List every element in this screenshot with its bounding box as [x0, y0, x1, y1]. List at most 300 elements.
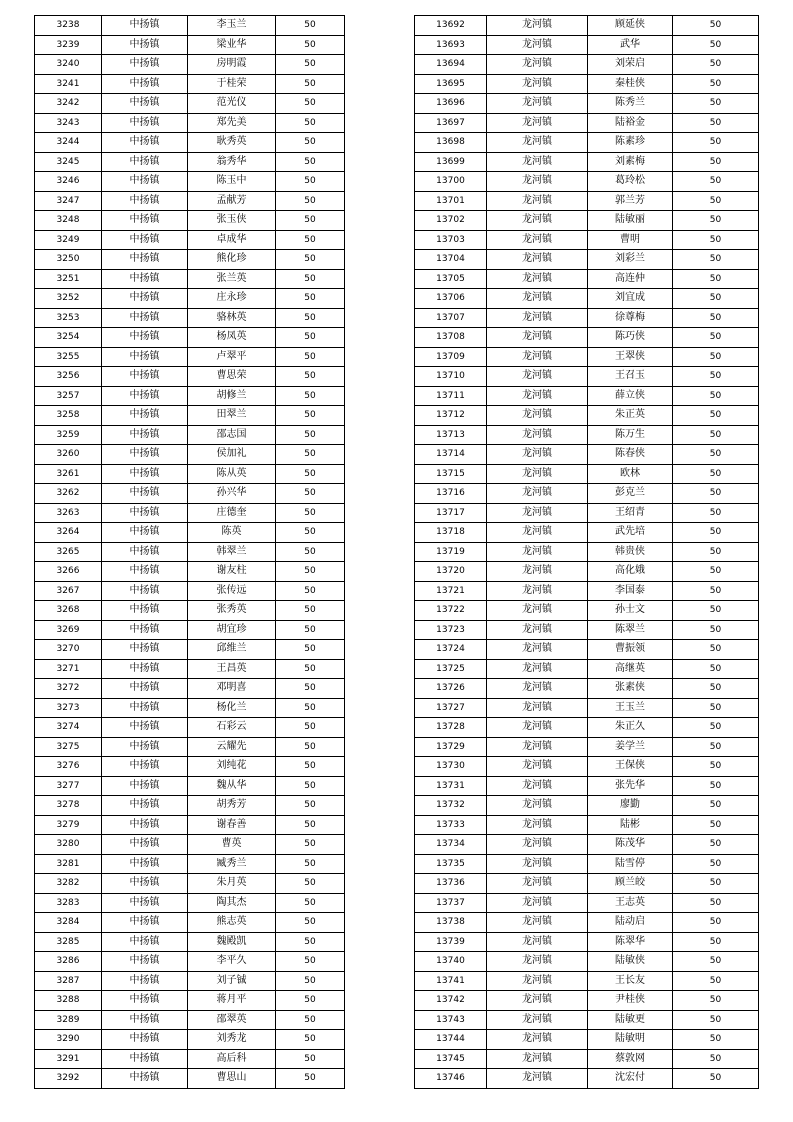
table-row [35, 289, 345, 309]
table-row [35, 952, 345, 972]
name-cell: 王长友 [588, 971, 673, 991]
amount-cell: 50 [673, 523, 759, 543]
table-row [35, 796, 345, 816]
table-row [35, 367, 345, 387]
name-cell: 杨化兰 [188, 698, 276, 718]
name-cell: 陈素珍 [588, 133, 673, 153]
name-cell: 陈从英 [188, 464, 276, 484]
amount-cell: 50 [673, 679, 759, 699]
town-cell: 中扬镇 [102, 542, 188, 562]
town-cell: 龙河镇 [487, 113, 588, 133]
name-cell: 陈秀兰 [588, 94, 673, 114]
town-cell: 龙河镇 [487, 386, 588, 406]
name-cell: 耿秀英 [188, 133, 276, 153]
table-row [35, 1030, 345, 1050]
serial-number-cell: 13732 [415, 796, 487, 816]
town-cell: 龙河镇 [487, 230, 588, 250]
serial-number-cell: 13745 [415, 1049, 487, 1069]
amount-cell: 50 [673, 971, 759, 991]
amount-cell: 50 [276, 1049, 345, 1069]
table-row [35, 191, 345, 211]
town-cell: 龙河镇 [487, 289, 588, 309]
name-cell: 顾延侠 [588, 16, 673, 36]
name-cell: 陆敏侠 [588, 952, 673, 972]
serial-number-cell: 13697 [415, 113, 487, 133]
table-row [35, 562, 345, 582]
name-cell: 邵翠英 [188, 1010, 276, 1030]
town-cell: 中扬镇 [102, 367, 188, 387]
serial-number-cell: 13733 [415, 815, 487, 835]
town-cell: 中扬镇 [102, 230, 188, 250]
name-cell: 尹桂侠 [588, 991, 673, 1011]
serial-number-cell: 3249 [35, 230, 102, 250]
town-cell: 中扬镇 [102, 932, 188, 952]
name-cell: 臧秀兰 [188, 854, 276, 874]
name-cell: 刘宜成 [588, 289, 673, 309]
town-cell: 中扬镇 [102, 952, 188, 972]
amount-cell: 50 [673, 893, 759, 913]
name-cell: 邱维兰 [188, 640, 276, 660]
town-cell: 龙河镇 [487, 1010, 588, 1030]
table-row [35, 269, 345, 289]
name-cell: 胡宜珍 [188, 620, 276, 640]
table-row [35, 445, 345, 465]
amount-cell: 50 [673, 835, 759, 855]
name-cell: 于桂荣 [188, 74, 276, 94]
table-row [35, 776, 345, 796]
name-cell: 蒋月平 [188, 991, 276, 1011]
town-cell: 中扬镇 [102, 874, 188, 894]
town-cell: 中扬镇 [102, 737, 188, 757]
amount-cell: 50 [276, 562, 345, 582]
amount-cell: 50 [673, 484, 759, 504]
town-cell: 中扬镇 [102, 698, 188, 718]
serial-number-cell: 13702 [415, 211, 487, 231]
table-row [415, 191, 759, 211]
serial-number-cell: 3252 [35, 289, 102, 309]
town-cell: 中扬镇 [102, 250, 188, 270]
amount-cell: 50 [276, 445, 345, 465]
serial-number-cell: 13709 [415, 347, 487, 367]
serial-number-cell: 3258 [35, 406, 102, 426]
amount-cell: 50 [276, 406, 345, 426]
serial-number-cell: 3241 [35, 74, 102, 94]
name-cell: 王保侠 [588, 757, 673, 777]
town-cell: 龙河镇 [487, 445, 588, 465]
name-cell: 魏从华 [188, 776, 276, 796]
serial-number-cell: 13744 [415, 1030, 487, 1050]
serial-number-cell: 3269 [35, 620, 102, 640]
town-cell: 中扬镇 [102, 152, 188, 172]
town-cell: 龙河镇 [487, 1049, 588, 1069]
amount-cell: 50 [673, 1010, 759, 1030]
town-cell: 中扬镇 [102, 425, 188, 445]
amount-cell: 50 [276, 698, 345, 718]
name-cell: 郭兰芳 [588, 191, 673, 211]
table-row [415, 484, 759, 504]
table-row [415, 464, 759, 484]
amount-cell: 50 [276, 757, 345, 777]
table-row [35, 913, 345, 933]
serial-number-cell: 3247 [35, 191, 102, 211]
amount-cell: 50 [673, 1030, 759, 1050]
table-row [35, 523, 345, 543]
town-cell: 龙河镇 [487, 425, 588, 445]
serial-number-cell: 13734 [415, 835, 487, 855]
amount-cell: 50 [673, 562, 759, 582]
name-cell: 廖勤 [588, 796, 673, 816]
town-cell: 龙河镇 [487, 835, 588, 855]
table-row [35, 484, 345, 504]
amount-cell: 50 [673, 601, 759, 621]
amount-cell: 50 [276, 94, 345, 114]
town-cell: 中扬镇 [102, 718, 188, 738]
town-cell: 龙河镇 [487, 250, 588, 270]
amount-cell: 50 [673, 698, 759, 718]
name-cell: 陈茂华 [588, 835, 673, 855]
amount-cell: 50 [276, 659, 345, 679]
serial-number-cell: 13729 [415, 737, 487, 757]
name-cell: 王昌英 [188, 659, 276, 679]
table-row [35, 581, 345, 601]
serial-number-cell: 3277 [35, 776, 102, 796]
name-cell: 孙兴华 [188, 484, 276, 504]
serial-number-cell: 3259 [35, 425, 102, 445]
name-cell: 孙士文 [588, 601, 673, 621]
name-cell: 庄德奎 [188, 503, 276, 523]
serial-number-cell: 13730 [415, 757, 487, 777]
serial-number-cell: 3284 [35, 913, 102, 933]
name-cell: 魏殿凯 [188, 932, 276, 952]
name-cell: 韩翠兰 [188, 542, 276, 562]
name-cell: 曹振领 [588, 640, 673, 660]
amount-cell: 50 [276, 932, 345, 952]
serial-number-cell: 3290 [35, 1030, 102, 1050]
amount-cell: 50 [673, 757, 759, 777]
table-row [35, 620, 345, 640]
name-cell: 骆林英 [188, 308, 276, 328]
table-row [35, 16, 345, 36]
town-cell: 中扬镇 [102, 16, 188, 36]
table-row [35, 1010, 345, 1030]
name-cell: 胡修兰 [188, 386, 276, 406]
table-row [35, 133, 345, 153]
serial-number-cell: 3256 [35, 367, 102, 387]
town-cell: 中扬镇 [102, 328, 188, 348]
amount-cell: 50 [276, 542, 345, 562]
name-cell: 曹思山 [188, 1069, 276, 1089]
serial-number-cell: 13719 [415, 542, 487, 562]
name-cell: 高继英 [588, 659, 673, 679]
town-cell: 龙河镇 [487, 854, 588, 874]
town-cell: 龙河镇 [487, 659, 588, 679]
amount-cell: 50 [673, 913, 759, 933]
amount-cell: 50 [673, 172, 759, 192]
name-cell: 陆彬 [588, 815, 673, 835]
serial-number-cell: 3281 [35, 854, 102, 874]
amount-cell: 50 [673, 796, 759, 816]
name-cell: 侯加礼 [188, 445, 276, 465]
name-cell: 朱月英 [188, 874, 276, 894]
name-cell: 曹思荣 [188, 367, 276, 387]
town-cell: 中扬镇 [102, 815, 188, 835]
town-cell: 龙河镇 [487, 55, 588, 75]
table-row [415, 16, 759, 36]
serial-number-cell: 13710 [415, 367, 487, 387]
serial-number-cell: 13740 [415, 952, 487, 972]
table-row [415, 932, 759, 952]
town-cell: 中扬镇 [102, 484, 188, 504]
town-cell: 龙河镇 [487, 542, 588, 562]
town-cell: 龙河镇 [487, 406, 588, 426]
name-cell: 朱正英 [588, 406, 673, 426]
serial-number-cell: 13713 [415, 425, 487, 445]
amount-cell: 50 [276, 893, 345, 913]
serial-number-cell: 13705 [415, 269, 487, 289]
serial-number-cell: 13695 [415, 74, 487, 94]
town-cell: 中扬镇 [102, 1049, 188, 1069]
serial-number-cell: 13739 [415, 932, 487, 952]
table-row [415, 854, 759, 874]
table-row [415, 971, 759, 991]
name-cell: 云耀先 [188, 737, 276, 757]
town-cell: 龙河镇 [487, 776, 588, 796]
table-row [35, 737, 345, 757]
serial-number-cell: 13726 [415, 679, 487, 699]
town-cell: 龙河镇 [487, 874, 588, 894]
name-cell: 陆裕金 [588, 113, 673, 133]
serial-number-cell: 3254 [35, 328, 102, 348]
table-row [35, 211, 345, 231]
town-cell: 中扬镇 [102, 523, 188, 543]
table-row [415, 620, 759, 640]
amount-cell: 50 [276, 113, 345, 133]
name-cell: 范光仪 [188, 94, 276, 114]
name-cell: 陆动启 [588, 913, 673, 933]
name-cell: 卢翠平 [188, 347, 276, 367]
table-row [415, 542, 759, 562]
amount-cell: 50 [673, 230, 759, 250]
town-cell: 龙河镇 [487, 152, 588, 172]
serial-number-cell: 3253 [35, 308, 102, 328]
table-row [35, 835, 345, 855]
town-cell: 龙河镇 [487, 347, 588, 367]
serial-number-cell: 3273 [35, 698, 102, 718]
serial-number-cell: 13722 [415, 601, 487, 621]
amount-cell: 50 [276, 718, 345, 738]
name-cell: 王绍青 [588, 503, 673, 523]
serial-number-cell: 3260 [35, 445, 102, 465]
town-cell: 中扬镇 [102, 464, 188, 484]
name-cell: 刘荣启 [588, 55, 673, 75]
serial-number-cell: 3265 [35, 542, 102, 562]
town-cell: 龙河镇 [487, 191, 588, 211]
serial-number-cell: 13699 [415, 152, 487, 172]
town-cell: 龙河镇 [487, 211, 588, 231]
table-row [35, 1049, 345, 1069]
table-row [415, 1010, 759, 1030]
town-cell: 龙河镇 [487, 35, 588, 55]
name-cell: 王志英 [588, 893, 673, 913]
name-cell: 李玉兰 [188, 16, 276, 36]
serial-number-cell: 3282 [35, 874, 102, 894]
town-cell: 中扬镇 [102, 562, 188, 582]
serial-number-cell: 3266 [35, 562, 102, 582]
table-row [415, 94, 759, 114]
town-cell: 中扬镇 [102, 347, 188, 367]
town-cell: 龙河镇 [487, 16, 588, 36]
town-cell: 龙河镇 [487, 464, 588, 484]
amount-cell: 50 [276, 464, 345, 484]
serial-number-cell: 3289 [35, 1010, 102, 1030]
table-row [35, 464, 345, 484]
serial-number-cell: 13712 [415, 406, 487, 426]
name-cell: 陆敏更 [588, 1010, 673, 1030]
amount-cell: 50 [673, 620, 759, 640]
town-cell: 中扬镇 [102, 269, 188, 289]
serial-number-cell: 3240 [35, 55, 102, 75]
table-row [35, 406, 345, 426]
amount-cell: 50 [276, 1010, 345, 1030]
name-cell: 田翠兰 [188, 406, 276, 426]
town-cell: 龙河镇 [487, 367, 588, 387]
table-row [35, 718, 345, 738]
table-row [415, 737, 759, 757]
serial-number-cell: 13717 [415, 503, 487, 523]
serial-number-cell: 3245 [35, 152, 102, 172]
name-cell: 李国泰 [588, 581, 673, 601]
amount-cell: 50 [673, 152, 759, 172]
table-row [415, 991, 759, 1011]
name-cell: 武先培 [588, 523, 673, 543]
name-cell: 房明霞 [188, 55, 276, 75]
serial-number-cell: 3270 [35, 640, 102, 660]
serial-number-cell: 3267 [35, 581, 102, 601]
serial-number-cell: 3243 [35, 113, 102, 133]
town-cell: 龙河镇 [487, 971, 588, 991]
town-cell: 中扬镇 [102, 640, 188, 660]
name-cell: 秦桂侠 [588, 74, 673, 94]
town-cell: 中扬镇 [102, 1010, 188, 1030]
town-cell: 中扬镇 [102, 94, 188, 114]
town-cell: 龙河镇 [487, 640, 588, 660]
amount-cell: 50 [276, 425, 345, 445]
name-cell: 刘纯花 [188, 757, 276, 777]
town-cell: 龙河镇 [487, 94, 588, 114]
table-row [35, 74, 345, 94]
town-cell: 龙河镇 [487, 952, 588, 972]
town-cell: 龙河镇 [487, 581, 588, 601]
serial-number-cell: 13704 [415, 250, 487, 270]
table-row [35, 503, 345, 523]
serial-number-cell: 3246 [35, 172, 102, 192]
name-cell: 高后科 [188, 1049, 276, 1069]
name-cell: 曹英 [188, 835, 276, 855]
amount-cell: 50 [673, 16, 759, 36]
name-cell: 熊志英 [188, 913, 276, 933]
amount-cell: 50 [673, 991, 759, 1011]
table-row [415, 659, 759, 679]
town-cell: 中扬镇 [102, 1030, 188, 1050]
amount-cell: 50 [276, 1069, 345, 1089]
serial-number-cell: 3288 [35, 991, 102, 1011]
name-cell: 王玉兰 [588, 698, 673, 718]
name-cell: 韩贵侠 [588, 542, 673, 562]
amount-cell: 50 [673, 815, 759, 835]
amount-cell: 50 [276, 620, 345, 640]
table-row [415, 386, 759, 406]
town-cell: 龙河镇 [487, 269, 588, 289]
serial-number-cell: 3292 [35, 1069, 102, 1089]
town-cell: 中扬镇 [102, 406, 188, 426]
name-cell: 蔡敦网 [588, 1049, 673, 1069]
amount-cell: 50 [276, 386, 345, 406]
table-row [415, 952, 759, 972]
table-row [35, 601, 345, 621]
amount-cell: 50 [276, 328, 345, 348]
amount-cell: 50 [673, 854, 759, 874]
town-cell: 龙河镇 [487, 308, 588, 328]
town-cell: 中扬镇 [102, 211, 188, 231]
amount-cell: 50 [673, 133, 759, 153]
table-row [35, 971, 345, 991]
name-cell: 陆雪停 [588, 854, 673, 874]
town-cell: 龙河镇 [487, 698, 588, 718]
serial-number-cell: 13731 [415, 776, 487, 796]
table-row [415, 562, 759, 582]
name-cell: 张秀英 [188, 601, 276, 621]
town-cell: 中扬镇 [102, 601, 188, 621]
name-cell: 谢友柱 [188, 562, 276, 582]
serial-number-cell: 13741 [415, 971, 487, 991]
amount-cell: 50 [673, 503, 759, 523]
name-cell: 孟献芳 [188, 191, 276, 211]
table-row [415, 913, 759, 933]
table-row [415, 269, 759, 289]
amount-cell: 50 [673, 718, 759, 738]
town-cell: 龙河镇 [487, 932, 588, 952]
serial-number-cell: 3248 [35, 211, 102, 231]
table-row [35, 308, 345, 328]
table-row [35, 854, 345, 874]
serial-number-cell: 13721 [415, 581, 487, 601]
town-cell: 龙河镇 [487, 893, 588, 913]
table-row [35, 425, 345, 445]
name-cell: 邓明喜 [188, 679, 276, 699]
table-row [35, 230, 345, 250]
name-cell: 郑先美 [188, 113, 276, 133]
table-row [35, 35, 345, 55]
table-row [35, 542, 345, 562]
amount-cell: 50 [276, 230, 345, 250]
table-row [415, 640, 759, 660]
name-cell: 陶其杰 [188, 893, 276, 913]
left-roster-table [34, 15, 345, 1089]
town-cell: 中扬镇 [102, 445, 188, 465]
table-row [415, 523, 759, 543]
serial-number-cell: 3262 [35, 484, 102, 504]
table-row [35, 874, 345, 894]
name-cell: 曹明 [588, 230, 673, 250]
table-row [415, 55, 759, 75]
town-cell: 中扬镇 [102, 854, 188, 874]
table-row [415, 893, 759, 913]
table-row [415, 757, 759, 777]
serial-number-cell: 3278 [35, 796, 102, 816]
name-cell: 张传远 [188, 581, 276, 601]
name-cell: 梁业华 [188, 35, 276, 55]
amount-cell: 50 [276, 55, 345, 75]
